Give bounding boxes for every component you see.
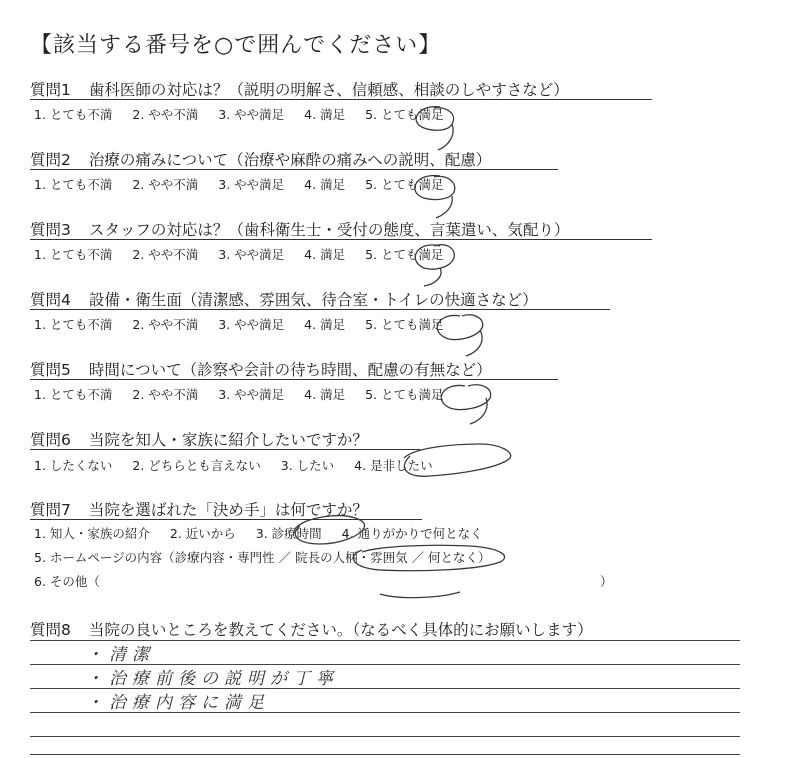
- question-text: 当院を選ばれた「決め手」は何ですか？: [88, 501, 368, 519]
- option[interactable]: 3. したい: [280, 458, 335, 473]
- option[interactable]: 3. やや満足: [218, 387, 285, 402]
- question-number: 質問1: [30, 81, 71, 99]
- question-7: [30, 498, 368, 520]
- options-row-6: [34, 456, 449, 474]
- question-underline: [30, 519, 422, 520]
- question-8: [30, 618, 593, 640]
- option[interactable]: 4. 満足: [304, 317, 346, 332]
- question-underline: [30, 449, 420, 450]
- question-number: 質問2: [30, 151, 71, 169]
- question-6: [30, 428, 368, 450]
- options-row-7c: [34, 572, 116, 590]
- other-close-paren: ）: [600, 574, 613, 589]
- question-number: 質問3: [30, 221, 71, 239]
- question-text: 当院の良いところを教えてください。（なるべく具体的にお願いします）: [88, 621, 593, 639]
- option[interactable]: 4. 満足: [304, 247, 346, 262]
- annotation-strike: [380, 592, 460, 598]
- form-heading: 【該当する番号を○で囲んでください】: [30, 33, 442, 58]
- option[interactable]: 2. どちらとも言えない: [132, 458, 261, 473]
- question-1: [30, 78, 569, 100]
- options-row-7a: [34, 524, 499, 542]
- option[interactable]: 1. とても不満: [34, 247, 113, 262]
- question-number: 質問6: [30, 431, 71, 449]
- option[interactable]: 3. やや満足: [218, 107, 285, 122]
- option[interactable]: 5. とても満足: [365, 107, 444, 122]
- handwritten-answer: ・清潔: [86, 645, 155, 665]
- question-number: 質問8: [30, 621, 71, 639]
- option[interactable]: 4. 満足: [304, 107, 346, 122]
- question-3: [30, 218, 569, 240]
- options-row-5: [34, 385, 459, 403]
- option[interactable]: 6. その他（: [34, 574, 100, 589]
- handwritten-answer: ・治療内容に満足: [86, 693, 270, 713]
- write-line: [30, 736, 740, 737]
- question-text: 治療の痛みについて（治療や麻酔の痛みへの説明、配慮）: [88, 151, 492, 169]
- option[interactable]: 5. ホームページの内容（診療内容・専門性 ／ 院長の人柄・雰囲気 ／ 何となく）: [34, 550, 491, 565]
- question-text: 設備・衛生面（清潔感、雰囲気、待合室・トイレの快適さなど）: [88, 291, 538, 309]
- write-line: [30, 754, 740, 755]
- option[interactable]: 1. とても不満: [34, 107, 113, 122]
- option[interactable]: 1. したくない: [34, 458, 113, 473]
- question-underline: [30, 379, 558, 380]
- options-row-2: [34, 175, 459, 193]
- option[interactable]: 4. 是非したい: [354, 458, 433, 473]
- question-underline: [30, 239, 652, 240]
- option[interactable]: 1. とても不満: [34, 317, 113, 332]
- options-row-7b: [34, 548, 507, 566]
- option[interactable]: 5. とても満足: [365, 387, 444, 402]
- option[interactable]: 4. 通りがかりで何となく: [341, 526, 483, 541]
- option[interactable]: 1. 知人・家族の紹介: [34, 526, 150, 541]
- question-underline: [30, 99, 652, 100]
- option[interactable]: 2. やや不満: [132, 247, 199, 262]
- option[interactable]: 3. やや満足: [218, 177, 285, 192]
- option[interactable]: 1. とても不満: [34, 177, 113, 192]
- question-text: 当院を知人・家族に紹介したいですか？: [88, 431, 368, 449]
- option[interactable]: 2. やや不満: [132, 317, 199, 332]
- question-underline: [30, 169, 558, 170]
- handwritten-answer: ・治療前後の説明が丁寧: [86, 669, 339, 689]
- option[interactable]: 3. やや満足: [218, 317, 285, 332]
- option[interactable]: 2. やや不満: [132, 177, 199, 192]
- option[interactable]: 2. 近いから: [169, 526, 236, 541]
- option[interactable]: 3. 診療時間: [255, 526, 322, 541]
- option[interactable]: 4. 満足: [304, 177, 346, 192]
- option[interactable]: 2. やや不満: [132, 387, 199, 402]
- options-row-3: [34, 245, 459, 263]
- question-2: [30, 148, 491, 170]
- option[interactable]: 4. 満足: [304, 387, 346, 402]
- option[interactable]: 2. やや不満: [132, 107, 199, 122]
- question-text: 歯科医師の対応は？（説明の明解さ、信頼感、相談のしやすさなど）: [88, 81, 569, 99]
- question-text: 時間について（診察や会計の待ち時間、配慮の有無など）: [88, 361, 492, 379]
- option[interactable]: 1. とても不満: [34, 387, 113, 402]
- question-underline: [30, 309, 610, 310]
- question-4: [30, 288, 538, 310]
- option[interactable]: 5. とても満足: [365, 317, 444, 332]
- question-number: 質問5: [30, 361, 71, 379]
- question-number: 質問4: [30, 291, 71, 309]
- option[interactable]: 5. とても満足: [365, 247, 444, 262]
- options-row-1: [34, 105, 459, 123]
- question-text: スタッフの対応は？（歯科衛生士・受付の態度、言葉遣い、気配り）: [88, 221, 570, 239]
- option[interactable]: 3. やや満足: [218, 247, 285, 262]
- option[interactable]: 5. とても満足: [365, 177, 444, 192]
- question-5: [30, 358, 492, 380]
- options-row-4: [34, 315, 459, 333]
- question-number: 質問7: [30, 501, 71, 519]
